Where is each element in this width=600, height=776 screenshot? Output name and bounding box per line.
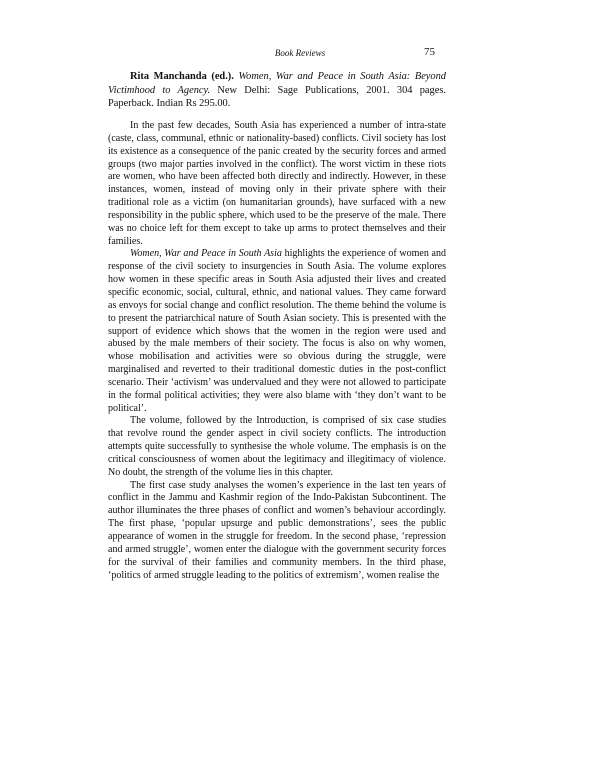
paragraph-2-book-title: Women, War and Peace in South Asia xyxy=(130,248,282,260)
paragraph-3: The volume, followed by the Introduction, is comprised of six case studies that revolve round the gender aspect in civil society conflicts. The introduction attempts quite successfully to synthesise the whole volume. The emphasis is on the critical consciousness of women about the legitimacy and illegitimacy of violence. No doubt, the strength of the volume lies in this chapter. xyxy=(108,415,446,478)
citation-title: Women, War and Peace in South Asia: Beyond Victimhood to Agency. xyxy=(108,71,447,96)
paragraph-2-text: highlights the experience of women and response of the civil society to insurgencies in South Asia. The volume explores how women in these specific areas in South Asia adjusted their lives and created specific economic, social, cultural, ethnic, and national values. They came forward as envoys for social change and conflict resolution. The theme behind the volume is to present the patriarchical nature of South Asian society. This is presented with the support of evidence which shows that the women in the region were used and abused by the male members of their society. The focus is also on why women, whose mobilisation and activities were so obvious during the struggle, were marginalised and reverted to their traditional domestic duties in the post-conflict scenario. Their ‘activism’ was undervalued and they were not allowed to participate in the formal political activities; they were also blame with ‘they don’t want to be political’. xyxy=(108,248,446,414)
citation-details: New Delhi: Sage Publications, 2001. 304 pages. Paperback. Indian Rs 295.00. xyxy=(108,84,446,110)
paragraph-4: The first case study analyses the women’s experience in the last ten years of conflict in the Jammu and Kashmir region of the Indo-Pakistan Subcontinent. The author illuminates the three phases of conflict and women’s behaviour accordingly. The first phase, ‘popular upsurge and public demonstrations’, sees the public appearance of women in the struggle for freedom. In the second phase, ‘repression and armed struggle’, women enter the dialogue with the government security forces for the survival of their families and community members. In the third phase, ‘politics of armed struggle leading to the politics of extremism’, women realise the xyxy=(108,479,446,581)
paragraph-2 xyxy=(108,248,446,415)
page-number: 75 xyxy=(424,46,435,58)
running-head: Book Reviews xyxy=(274,48,326,58)
paragraph-1: In the past few decades, South Asia has experienced a number of intra-state (caste, class, communal, ethnic or nationality-based) conflicts. Civil society has lost its existence as a consequence of the panic created by the security forces and armed groups (two major parties involved in the conflict). The worst victim in these riots are women, who have been affected both directly and indirectly. However, in these instances, women, instead of moving only in their private sphere with their traditional role as a victim (on humanitarian grounds), have surfaced with a new responsibility in the public sphere, which used to be the preserve of the male. There was no choice left for them except to take up arms to protect themselves and their families. xyxy=(108,120,446,247)
book-citation xyxy=(108,70,446,111)
review-body xyxy=(108,120,446,582)
citation-author: Rita Manchanda (ed.). xyxy=(130,71,234,82)
